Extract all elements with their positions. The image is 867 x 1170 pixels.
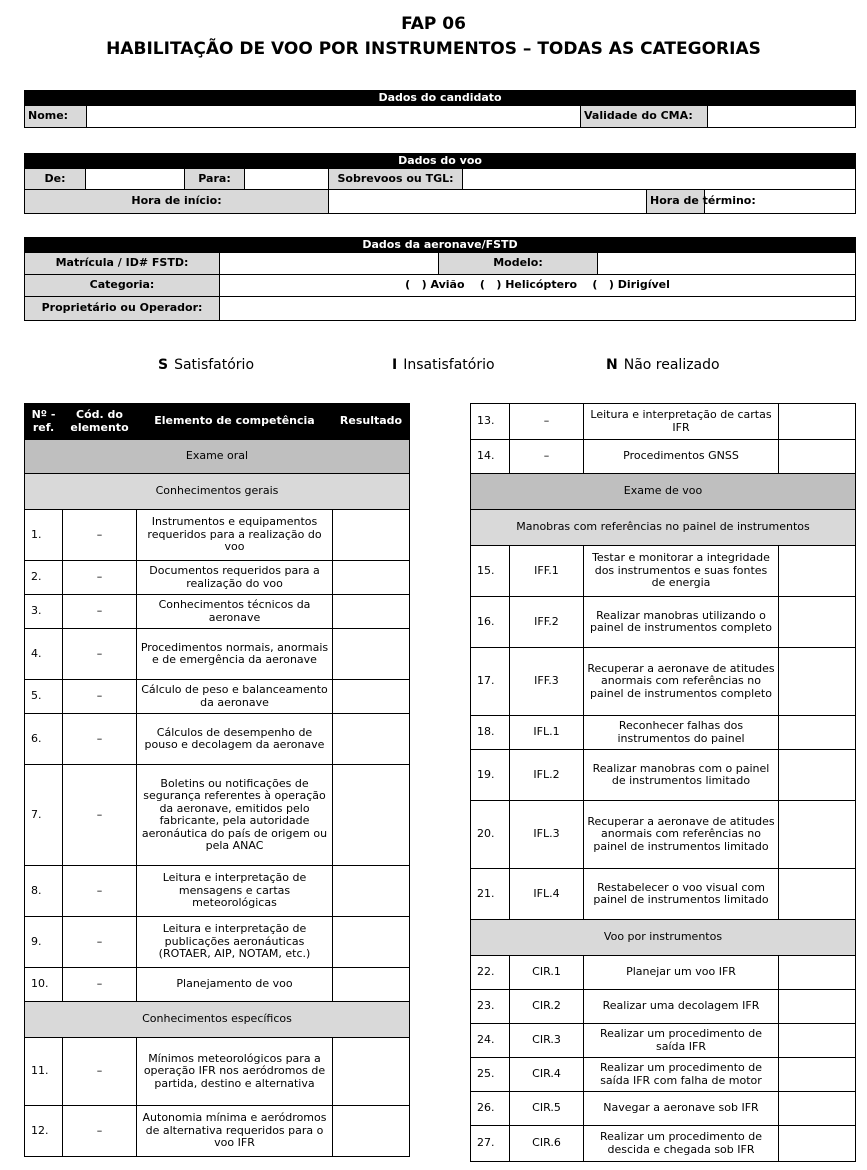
result-cell[interactable] <box>333 561 410 595</box>
flight-table <box>24 153 856 214</box>
element-code: – <box>63 765 137 866</box>
element-code: IFL.2 <box>510 750 584 801</box>
ref-number: 25. <box>471 1058 510 1092</box>
overflights-field[interactable] <box>463 169 856 190</box>
table-row <box>25 1038 410 1106</box>
table-row <box>471 801 856 869</box>
competence-element: Realizar manobras com o painel de instrumentos limitado <box>584 750 779 801</box>
result-cell[interactable] <box>779 716 856 750</box>
name-label: Nome: <box>25 106 87 128</box>
result-cell[interactable] <box>779 546 856 597</box>
table-row <box>25 629 410 680</box>
table-row <box>25 1106 410 1157</box>
table-row <box>25 510 410 561</box>
result-cell[interactable] <box>779 1126 856 1162</box>
competence-element: Realizar manobras utilizando o painel de instrumentos completo <box>584 597 779 648</box>
competence-element: Autonomia mínima e aeródromos de alternativa requeridos para o voo IFR <box>137 1106 333 1157</box>
table-row <box>471 956 856 990</box>
cma-validity-field[interactable] <box>708 106 856 128</box>
specific-knowledge-subsection: Conhecimentos específicos <box>25 1002 410 1038</box>
element-code: – <box>63 1038 137 1106</box>
aircraft-table <box>24 237 856 321</box>
flight-header: Dados do voo <box>25 154 856 169</box>
table-row <box>471 750 856 801</box>
element-code: IFF.3 <box>510 648 584 716</box>
name-field[interactable] <box>87 106 581 128</box>
ref-number: 27. <box>471 1126 510 1162</box>
competence-element: Recuperar a aeronave de atitudes anormais com referências no painel de instrumentos completo <box>584 648 779 716</box>
ref-number: 6. <box>25 714 63 765</box>
cma-validity-label: Validade do CMA: <box>581 106 708 128</box>
category-label: Categoria: <box>25 275 220 297</box>
form-title: HABILITAÇÃO DE VOO POR INSTRUMENTOS – TODAS AS CATEGORIAS <box>106 39 761 59</box>
element-code: – <box>63 629 137 680</box>
table-row <box>471 648 856 716</box>
model-field[interactable] <box>598 253 856 275</box>
result-cell[interactable] <box>333 595 410 629</box>
competence-element: Cálculos de desempenho de pouso e decolagem da aeronave <box>137 714 333 765</box>
table-row <box>471 404 856 440</box>
result-cell[interactable] <box>779 440 856 474</box>
competence-element: Restabelecer o voo visual com painel de instrumentos limitado <box>584 869 779 920</box>
element-code: CIR.2 <box>510 990 584 1024</box>
competence-element: Leitura e interpretação de mensagens e cartas meteorológicas <box>137 866 333 917</box>
table-row <box>25 917 410 968</box>
element-code: – <box>63 714 137 765</box>
code-header: Cód. do elemento <box>63 404 137 440</box>
element-header: Elemento de competência <box>137 404 333 440</box>
table-row <box>471 716 856 750</box>
competence-element: Mínimos meteorológicos para a operação IFR nos aeródromos de partida, destino e alternativa <box>137 1038 333 1106</box>
element-code: CIR.3 <box>510 1024 584 1058</box>
ref-number: 18. <box>471 716 510 750</box>
result-cell[interactable] <box>333 917 410 968</box>
element-code: IFF.1 <box>510 546 584 597</box>
result-cell[interactable] <box>779 1058 856 1092</box>
competence-element: Realizar uma decolagem IFR <box>584 990 779 1024</box>
element-code: IFF.2 <box>510 597 584 648</box>
ref-number: 26. <box>471 1092 510 1126</box>
competence-element: Realizar um procedimento de descida e chegada sob IFR <box>584 1126 779 1162</box>
table-row <box>25 765 410 866</box>
competence-element: Conhecimentos técnicos da aeronave <box>137 595 333 629</box>
candidate-table <box>24 90 856 128</box>
table-row <box>25 561 410 595</box>
ref-number: 1. <box>25 510 63 561</box>
result-cell[interactable] <box>333 714 410 765</box>
ref-number: 19. <box>471 750 510 801</box>
competence-element: Planejamento de voo <box>137 968 333 1002</box>
ref-number: 22. <box>471 956 510 990</box>
element-code: IFL.3 <box>510 801 584 869</box>
ref-number: 4. <box>25 629 63 680</box>
aircraft-header: Dados da aeronave/FSTD <box>25 238 856 253</box>
element-code: – <box>63 1106 137 1157</box>
model-label: Modelo: <box>439 253 598 275</box>
ref-number: 5. <box>25 680 63 714</box>
from-label: De: <box>25 169 86 190</box>
result-cell[interactable] <box>333 765 410 866</box>
ref-number: 24. <box>471 1024 510 1058</box>
table-row <box>471 1024 856 1058</box>
start-time-label: Hora de início: <box>25 190 329 214</box>
competence-element: Documentos requeridos para a realização do voo <box>137 561 333 595</box>
competence-element: Cálculo de peso e balanceamento da aeronave <box>137 680 333 714</box>
table-row <box>25 714 410 765</box>
ref-number: 20. <box>471 801 510 869</box>
result-cell[interactable] <box>333 629 410 680</box>
from-field[interactable] <box>86 169 185 190</box>
to-field[interactable] <box>245 169 329 190</box>
table-row <box>471 1126 856 1162</box>
result-cell[interactable] <box>333 510 410 561</box>
element-code: – <box>510 440 584 474</box>
result-cell[interactable] <box>779 597 856 648</box>
table-row <box>25 595 410 629</box>
ref-number: 23. <box>471 990 510 1024</box>
result-cell[interactable] <box>779 1024 856 1058</box>
ref-number: 13. <box>471 404 510 440</box>
competence-element: Testar e monitorar a integridade dos instrumentos e suas fontes de energia <box>584 546 779 597</box>
ref-number: 2. <box>25 561 63 595</box>
competence-element: Planejar um voo IFR <box>584 956 779 990</box>
ref-number: 8. <box>25 866 63 917</box>
competence-element: Reconhecer falhas dos instrumentos do painel <box>584 716 779 750</box>
legend-satisfactory: S Satisfatório <box>158 357 255 373</box>
element-code: – <box>510 404 584 440</box>
element-code: – <box>63 866 137 917</box>
competence-element: Boletins ou notificações de segurança referentes à operação da aeronave, emitidos pelo fabricante, pela autoridade aeronáutica do país de origem ou pela ANAC <box>137 765 333 866</box>
result-cell[interactable] <box>333 1106 410 1157</box>
ref-number: 16. <box>471 597 510 648</box>
registration-label: Matrícula / ID# FSTD: <box>25 253 220 275</box>
element-code: CIR.6 <box>510 1126 584 1162</box>
competence-element: Procedimentos GNSS <box>584 440 779 474</box>
result-cell[interactable] <box>779 801 856 869</box>
competence-element: Realizar um procedimento de saída IFR <box>584 1024 779 1058</box>
table-row <box>471 440 856 474</box>
general-knowledge-subsection: Conhecimentos gerais <box>25 474 410 510</box>
result-cell[interactable] <box>333 866 410 917</box>
element-code: – <box>63 561 137 595</box>
competence-element: Navegar a aeronave sob IFR <box>584 1092 779 1126</box>
element-code: CIR.1 <box>510 956 584 990</box>
result-cell[interactable] <box>333 680 410 714</box>
result-cell[interactable] <box>779 990 856 1024</box>
ref-number: 10. <box>25 968 63 1002</box>
competence-element: Procedimentos normais, anormais e de emergência da aeronave <box>137 629 333 680</box>
element-code: – <box>63 968 137 1002</box>
candidate-header: Dados do candidato <box>25 91 856 106</box>
owner-field[interactable] <box>220 297 856 321</box>
competence-element: Recuperar a aeronave de atitudes anormais com referências no painel de instrumentos limitado <box>584 801 779 869</box>
element-code: – <box>63 917 137 968</box>
result-header: Resultado <box>333 404 410 440</box>
element-code: IFL.1 <box>510 716 584 750</box>
element-code: CIR.4 <box>510 1058 584 1092</box>
owner-label: Proprietário ou Operador: <box>25 297 220 321</box>
table-row <box>25 866 410 917</box>
competence-element: Leitura e interpretação de cartas IFR <box>584 404 779 440</box>
table-row <box>471 546 856 597</box>
flight-exam-table <box>470 403 856 1162</box>
result-cell[interactable] <box>779 869 856 920</box>
result-cell[interactable] <box>779 750 856 801</box>
category-options[interactable]: ( ) Avião ( ) Helicóptero ( ) Dirigível <box>220 275 856 297</box>
result-cell[interactable] <box>779 648 856 716</box>
ref-number: 3. <box>25 595 63 629</box>
to-label: Para: <box>185 169 245 190</box>
flight-exam-section: Exame de voo <box>471 474 856 510</box>
table-row <box>471 990 856 1024</box>
legend-not-performed: N Não realizado <box>606 357 720 373</box>
table-row <box>471 1058 856 1092</box>
competence-element: Instrumentos e equipamentos requeridos para a realização do voo <box>137 510 333 561</box>
instrument-flight-subsection: Voo por instrumentos <box>471 920 856 956</box>
oral-exam-section: Exame oral <box>25 440 410 474</box>
ref-number: 12. <box>25 1106 63 1157</box>
result-cell[interactable] <box>333 968 410 1002</box>
element-code: – <box>63 595 137 629</box>
start-time-field[interactable] <box>329 190 647 214</box>
ref-number: 11. <box>25 1038 63 1106</box>
oral-exam-table <box>24 403 410 1157</box>
instrument-maneuvers-subsection: Manobras com referências no painel de instrumentos <box>471 510 856 546</box>
ref-number: 9. <box>25 917 63 968</box>
result-cell[interactable] <box>779 956 856 990</box>
result-cell[interactable] <box>779 1092 856 1126</box>
table-row <box>25 968 410 1002</box>
ref-number: 21. <box>471 869 510 920</box>
element-code: IFL.4 <box>510 869 584 920</box>
table-row <box>25 680 410 714</box>
legend-unsatisfactory: I Insatisfatório <box>392 357 495 373</box>
registration-field[interactable] <box>220 253 439 275</box>
ref-number: 14. <box>471 440 510 474</box>
ref-number: 7. <box>25 765 63 866</box>
ref-header: Nº - ref. <box>25 404 63 440</box>
element-code: – <box>63 680 137 714</box>
competence-element: Leitura e interpretação de publicações aeronáuticas (ROTAER, AIP, NOTAM, etc.) <box>137 917 333 968</box>
result-cell[interactable] <box>333 1038 410 1106</box>
ref-number: 15. <box>471 546 510 597</box>
table-row <box>471 869 856 920</box>
competence-element: Realizar um procedimento de saída IFR com falha de motor <box>584 1058 779 1092</box>
overflights-label: Sobrevoos ou TGL: <box>329 169 463 190</box>
ref-number: 17. <box>471 648 510 716</box>
form-code: FAP 06 <box>401 14 466 34</box>
result-cell[interactable] <box>779 404 856 440</box>
end-time-label: Hora de término: <box>647 190 705 214</box>
table-row <box>471 597 856 648</box>
element-code: – <box>63 510 137 561</box>
element-code: CIR.5 <box>510 1092 584 1126</box>
table-row <box>471 1092 856 1126</box>
